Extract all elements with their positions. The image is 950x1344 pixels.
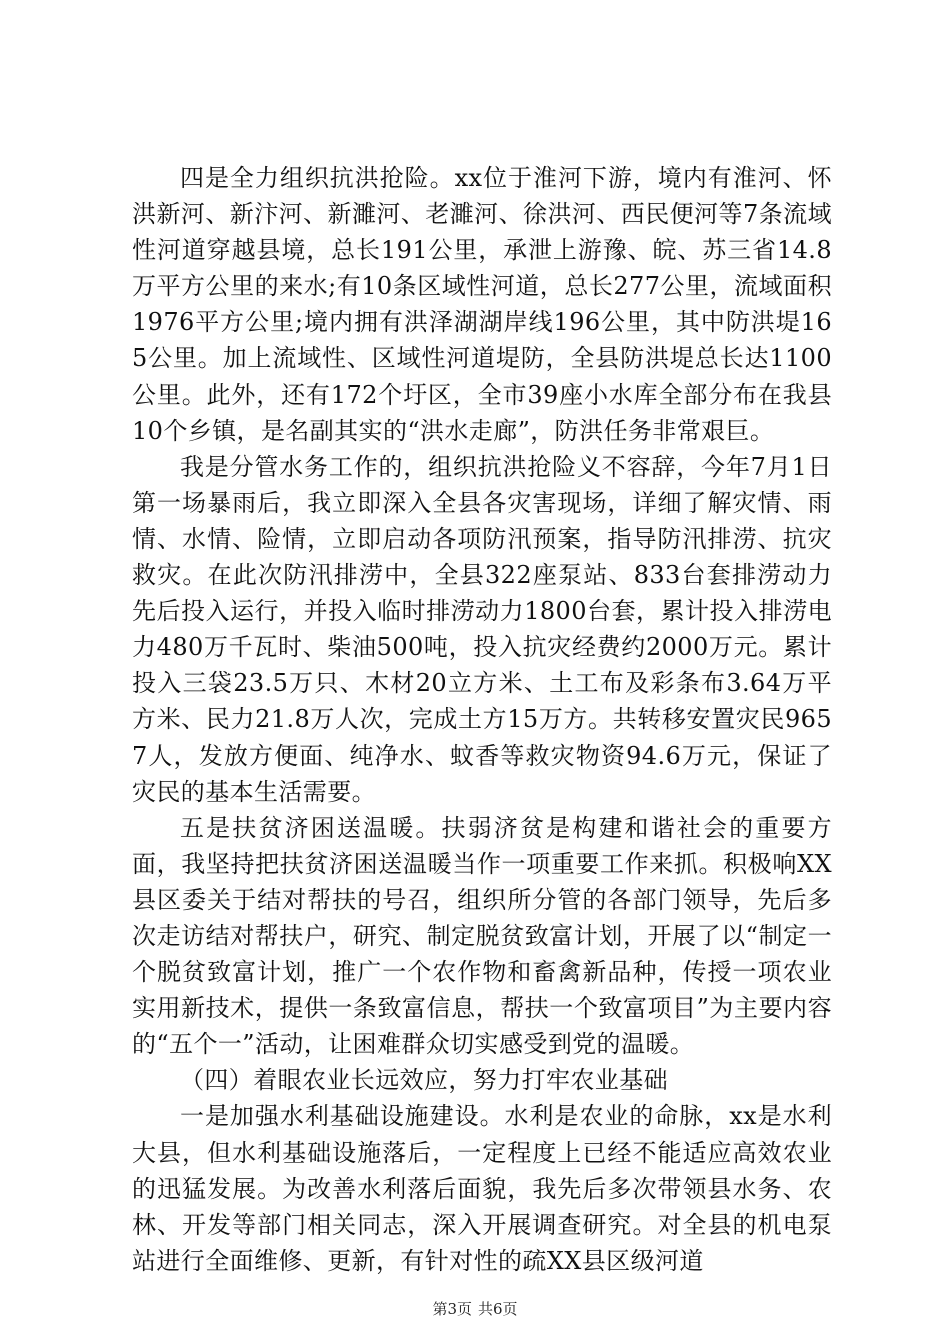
section-heading: （四）着眼农业长远效应，努力打牢农业基础 bbox=[180, 1066, 668, 1095]
paragraph-poverty-relief: 五是扶贫济困送温暖。扶弱济贫是构建和谐社会的重要方面，我坚持把扶贫济困送温暖当作一项重要工作来抓。积极响XX县区委关于结对帮扶的号召，组织所分管的各部门领导，先后多次走访结对帮扶户，研究、制定脱贫致富计划，开展了以“制定一个脱贫致富计划，推广一个农作物和畜禽新品种，传授一项农业实用新技术，提供一条致富信息，帮扶一个致富项目”为主要内容的“五个一”活动，让困难群众切实感受到党的温暖。 bbox=[132, 813, 832, 1059]
page-total: 共6页 bbox=[478, 1300, 518, 1318]
page-number: 第3页 bbox=[432, 1300, 472, 1318]
page-footer bbox=[0, 1298, 950, 1319]
paragraph-flood-control: 四是全力组织抗洪抢险。xx位于淮河下游，境内有淮河、怀洪新河、新汴河、新濉河、老濉河、徐洪河、西民便河等7条流域性河道穿越县境，总长191公里，承泄上游豫、皖、苏三省14.8万平方公里的来水;有10条区域性河道，总长277公里，流域面积1976平方公里;境内拥有洪泽湖湖岸线196公里，其中防洪堤165公里。加上流域性、区域性河道堤防，全县防洪堤总长达1100公里。此外，还有172个圩区，全市39座小水库全部分布在我县10个乡镇，是名副其实的“洪水走廊”，防洪任务非常艰巨。 bbox=[132, 164, 832, 445]
paragraph-water-affairs: 我是分管水务工作的，组织抗洪抢险义不容辞，今年7月1日第一场暴雨后，我立即深入全县各灾害现场，详细了解灾情、雨情、水情、险情，立即启动各项防汛预案，指导防汛排涝、抗灾救灾。在此次防汛排涝中，全县322座泵站、833台套排涝动力先后投入运行，并投入临时排涝动力1800台套，累计投入排涝电力480万千瓦时、柴油500吨，投入抗灾经费约2000万元。累计投入三袋23.5万只、木材20立方米、土工布及彩条布3.64万平方米、民力21.8万人次，完成土方15万方。共转移安置灾民9657人，发放方便面、纯净水、蚊香等救灾物资94.6万元，保证了灾民的基本生活需要。 bbox=[132, 452, 832, 806]
paragraph-water-infrastructure: 一是加强水利基础设施建设。水利是农业的命脉，xx是水利大县，但水利基础设施落后，一定程度上已经不能适应高效农业的迅猛发展。为改善水利落后面貌，我先后多次带领县水务、农林、开发等部门相关同志，深入开展调查研究。对全县的机电泵站进行全面维修、更新，有针对性的疏XX县区级河道 bbox=[132, 1102, 832, 1275]
document-body bbox=[132, 160, 832, 1279]
